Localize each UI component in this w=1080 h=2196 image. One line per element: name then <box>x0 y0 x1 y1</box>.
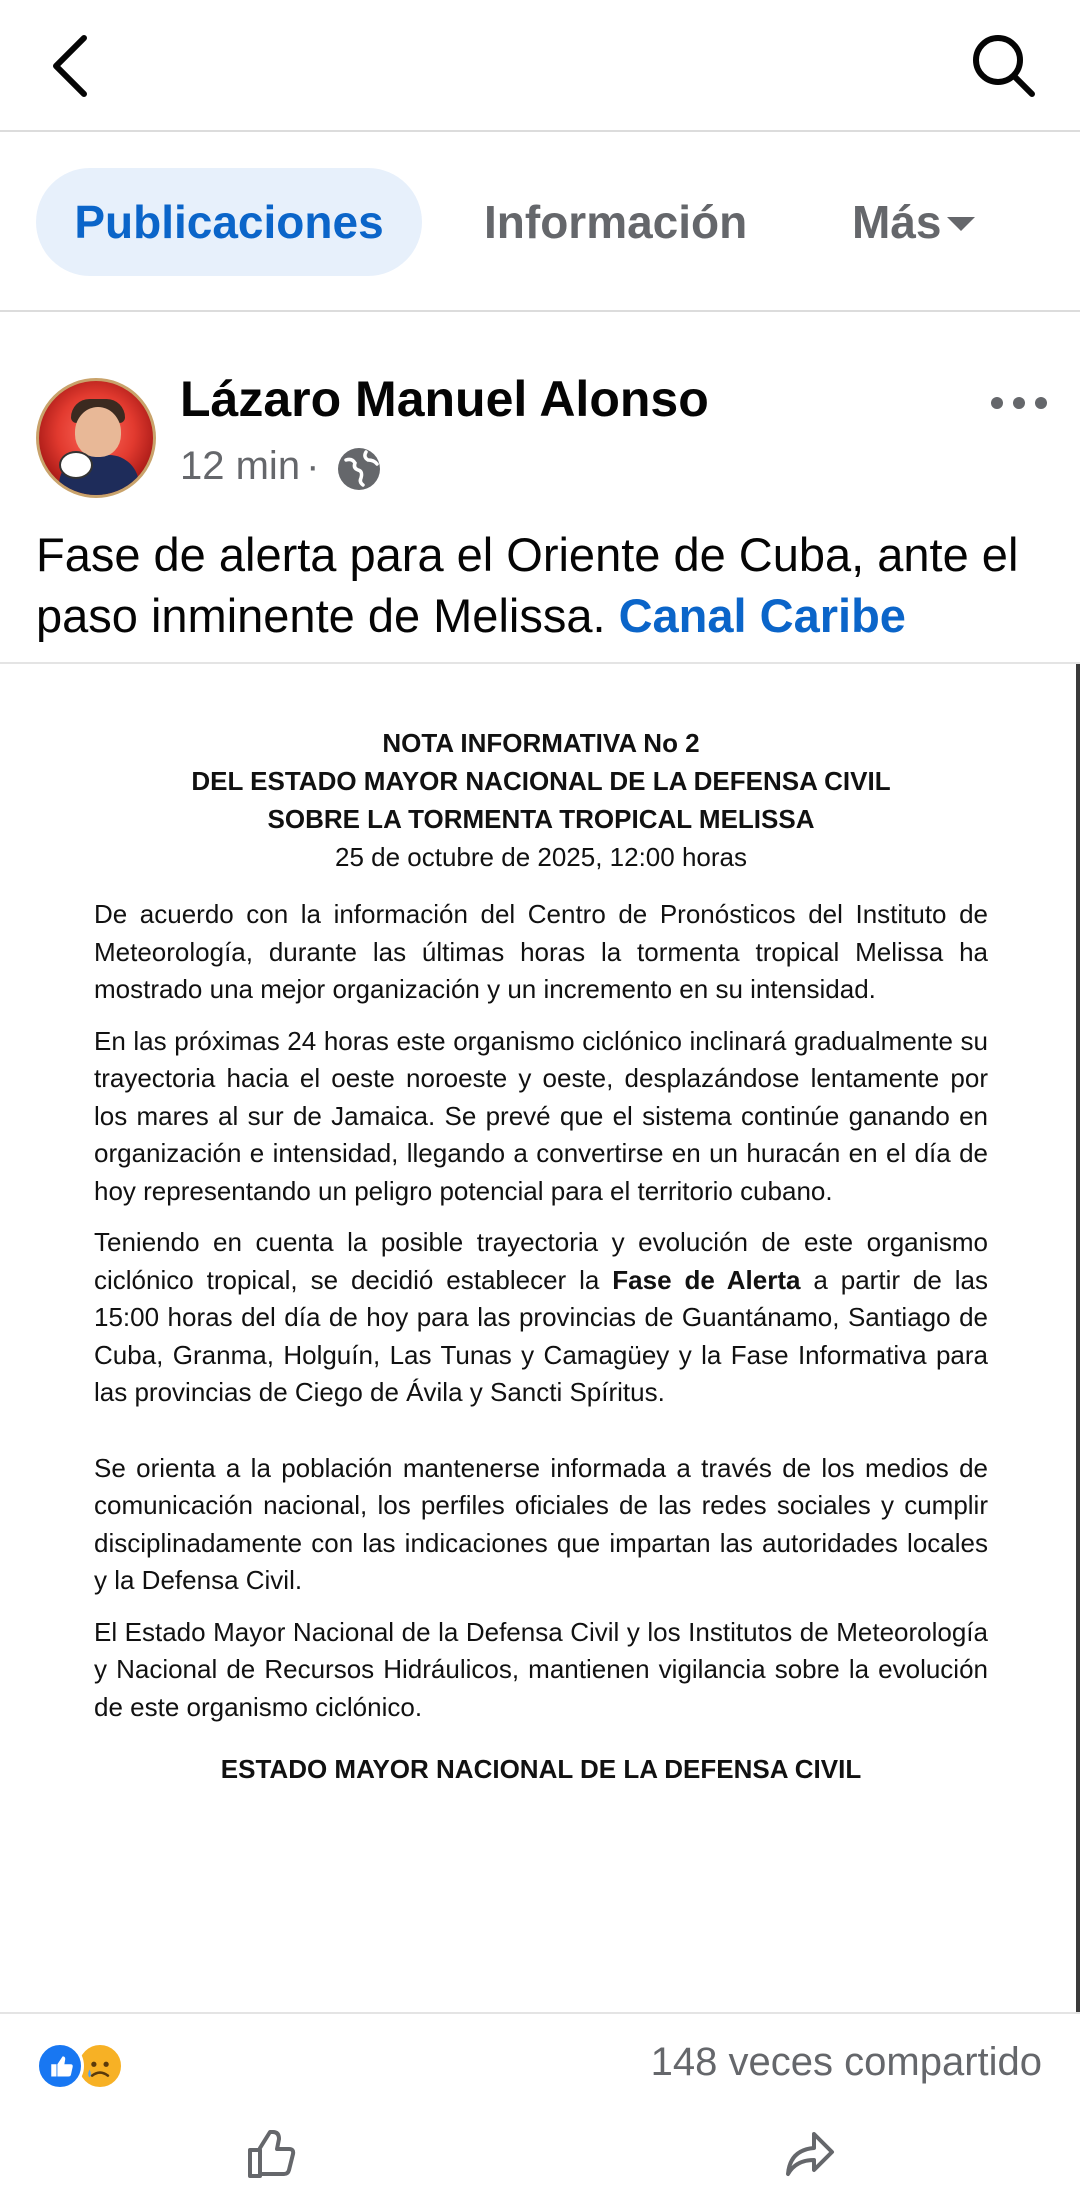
tab-publicaciones[interactable]: Publicaciones <box>36 168 422 276</box>
post-body: Fase de alerta para el Oriente de Cuba, ante el paso inminente de Melissa. <box>36 528 1019 642</box>
avatar[interactable] <box>36 378 156 498</box>
doc-paragraph-5: El Estado Mayor Nacional de la Defensa Civil y los Institutos de Meteorología y Nacional de Recursos Hidráulicos, mantienen vigilancia sobre la evolución de este organismo ciclónico. <box>94 1616 988 1722</box>
doc-paragraph-1: De acuerdo con la información del Centro de Pronósticos del Instituto de Meteorología, durante las últimas horas la tormenta tropical Melissa ha mostrado una mejor organización y un incremento en su intensidad. <box>94 899 988 1004</box>
doc-title-1: NOTA INFORMATIVA No 2 <box>382 728 700 758</box>
doc-paragraph-4: Se orienta a la población mantenerse informada a través de los medios de comunicación nacional, los perfiles oficiales de las redes sociales y cumplir disciplinadamente con las indicaciones que impartan las autoridades locales y la Defensa Civil. <box>94 1452 988 1595</box>
document-content <box>94 724 988 1788</box>
post-author[interactable]: Lázaro Manuel Alonso <box>180 371 709 427</box>
reaction-summary[interactable] <box>36 2042 132 2092</box>
post-text <box>36 524 1056 646</box>
image-edge <box>1076 664 1080 2012</box>
doc-signature: ESTADO MAYOR NACIONAL DE LA DEFENSA CIVIL <box>220 1754 862 1784</box>
top-bar <box>0 0 1080 132</box>
like-reaction-icon <box>36 2042 84 2090</box>
tab-mas-label: Más <box>852 196 942 248</box>
doc-title-2: DEL ESTADO MAYOR NACIONAL DE LA DEFENSA CIVIL <box>191 766 891 796</box>
search-icon[interactable] <box>968 30 1038 100</box>
post-time[interactable]: 12 min <box>180 444 301 488</box>
meta-separator: · <box>306 444 320 488</box>
doc-paragraph-2: En las próximas 24 horas este organismo ciclónico inclinará gradualmente su trayectoria hacia el oeste noroeste y oeste, desplazándose lentamente por los mares al sur de Jamaica. Se prevé que el sistema continúe ganando en organización e intensidad, llegando a convertirse en un huracán en el día de hoy representando un peligro potencial para el territorio cubano. <box>94 1025 988 1206</box>
tab-mas[interactable] <box>852 168 975 276</box>
doc-paragraph-3 <box>94 1224 988 1412</box>
doc-p3-end: a partir de las 15:00 horas del día de hoy para las provincias de Guantánamo, Santiago de Cuba, Granma, Holguín, Las Tunas y Camagüey y la Fase Informativa para las provincias de Ciego de Ávila y Sancti Spíritus. <box>94 1264 988 1407</box>
doc-p3-start: Teniendo en cuenta la posible trayectoria y evolución de este organismo ciclónico tropical, se decidió establecer la <box>94 1227 988 1295</box>
post-link[interactable]: Canal Caribe <box>618 589 906 642</box>
profile-tabs <box>0 134 1080 312</box>
post-image[interactable] <box>0 662 1080 2014</box>
doc-title-3: SOBRE LA TORMENTA TROPICAL MELISSA <box>267 804 815 834</box>
caret-down-icon <box>947 217 975 231</box>
thumbs-up-icon[interactable] <box>244 2126 300 2182</box>
chevron-left-icon[interactable] <box>44 30 104 102</box>
doc-date: 25 de octubre de 2025, 12:00 horas <box>335 842 747 872</box>
share-arrow-icon[interactable] <box>782 2126 838 2182</box>
globe-icon <box>336 446 382 492</box>
tab-informacion[interactable]: Información <box>484 196 748 248</box>
doc-p3-bold: Fase de Alerta <box>612 1264 801 1295</box>
more-options-icon[interactable] <box>990 396 1048 410</box>
post-meta <box>180 444 325 489</box>
share-count[interactable]: 148 veces compartido <box>650 2040 1042 2084</box>
